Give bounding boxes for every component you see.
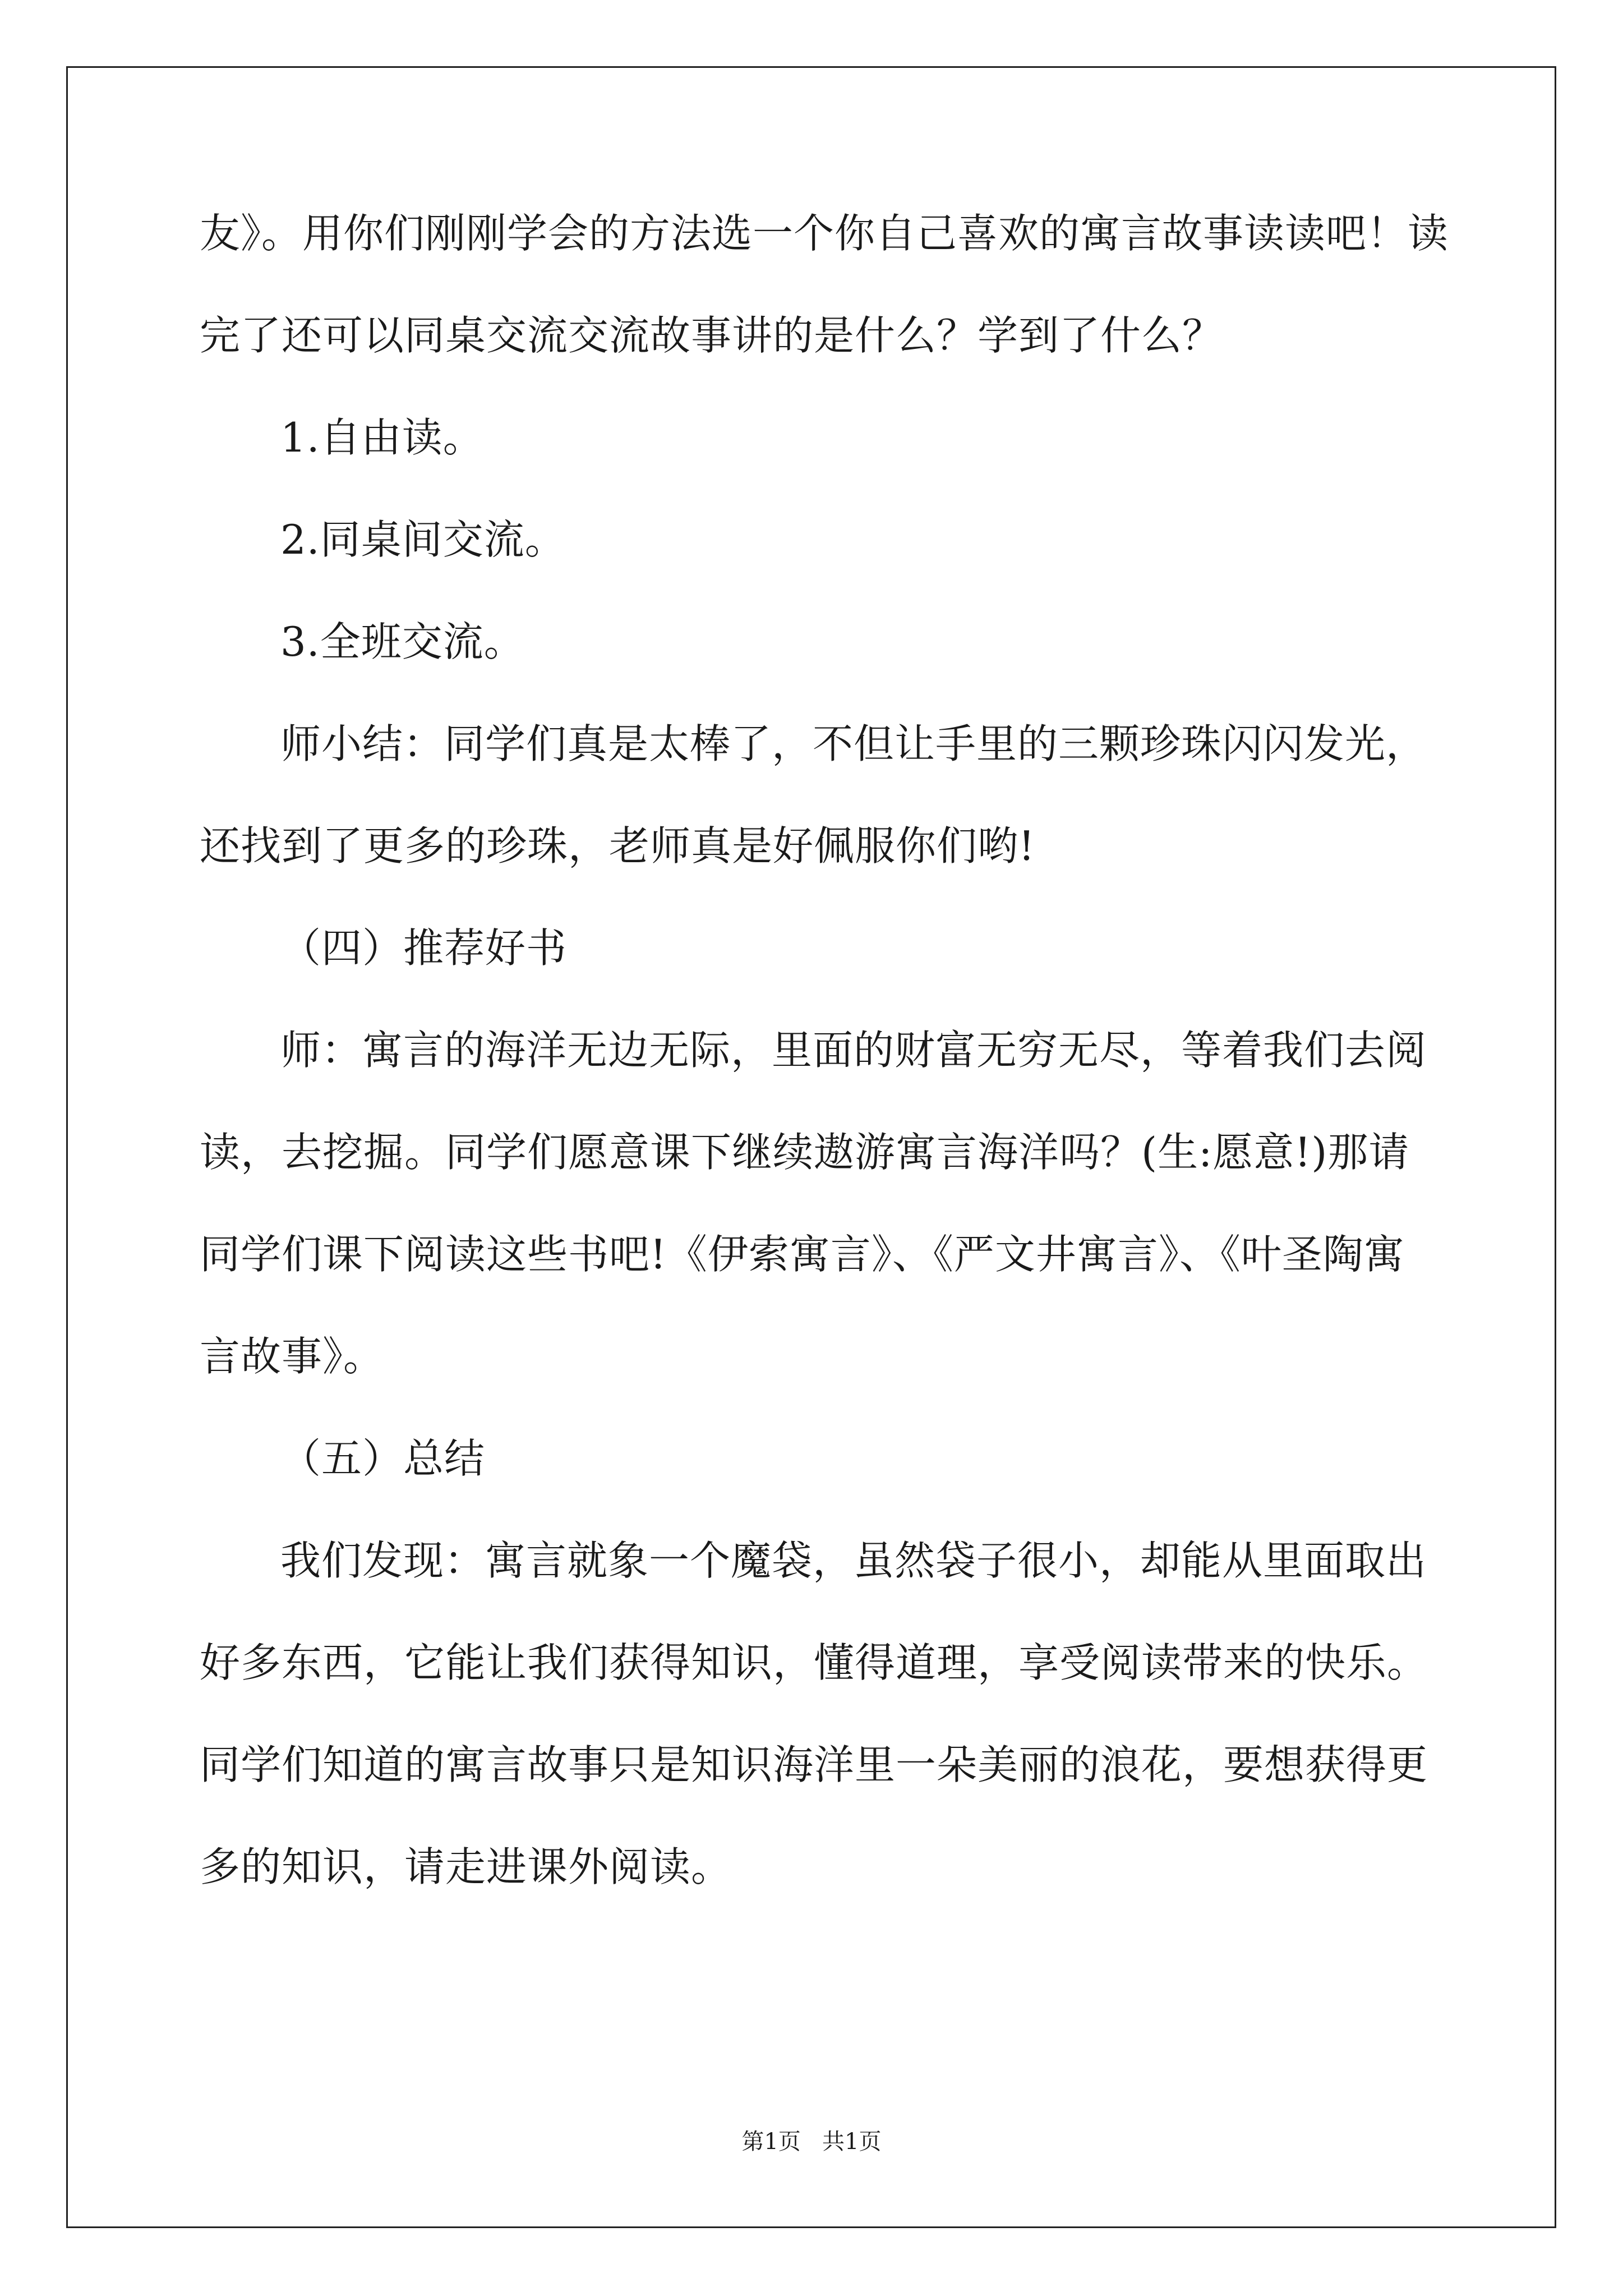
paragraph-teacher-summary: 师小结：同学们真是太棒了，不但让手里的三颗珍珠闪闪发光， <box>280 720 1427 767</box>
paragraph-conclusion: 我们发现：寓言就象一个魔袋，虽然袋子很小，却能从里面取出 <box>280 1537 1427 1584</box>
paragraph-teacher-fable-ocean: 师：寓言的海洋无边无际，里面的财富无穷无尽，等着我们去阅 <box>280 1027 1427 1074</box>
text-line-book-list: 同学们课下阅读这些书吧!《伊索寓言》、《严文井寓言》、《叶圣陶寓 <box>200 1231 1405 1278</box>
text-line: 还找到了更多的珍珠，老师真是好佩服你们哟! <box>200 822 1035 869</box>
section-heading-summary: （五）总结 <box>280 1435 486 1482</box>
text-line: 多的知识，请走进课外阅读。 <box>200 1843 732 1890</box>
text-line: 言故事》。 <box>200 1333 385 1380</box>
list-item-desk-exchange: 2.同桌间交流。 <box>280 516 566 563</box>
list-item-free-reading: 1.自由读。 <box>280 414 484 461</box>
section-heading-recommend-books: （四）推荐好书 <box>280 924 568 972</box>
text-line: 完了还可以同桌交流交流故事讲的是什么？学到了什么？ <box>200 312 1224 359</box>
page-number-footer: 第1页 共1页 <box>741 2129 882 2155</box>
text-line: 读，去挖掘。同学们愿意课下继续遨游寓言海洋吗？(生:愿意!)那请 <box>200 1129 1410 1176</box>
text-line: 同学们知道的寓言故事只是知识海洋里一朵美丽的浪花，要想获得更 <box>200 1741 1428 1788</box>
text-line: 好多东西，它能让我们获得知识，懂得道理，享受阅读带来的快乐。 <box>200 1639 1428 1686</box>
list-item-class-exchange: 3.全班交流。 <box>280 618 525 665</box>
text-line-continuation: 友》。用你们刚刚学会的方法选一个你自己喜欢的寓言故事读读吧！读 <box>200 210 1449 257</box>
